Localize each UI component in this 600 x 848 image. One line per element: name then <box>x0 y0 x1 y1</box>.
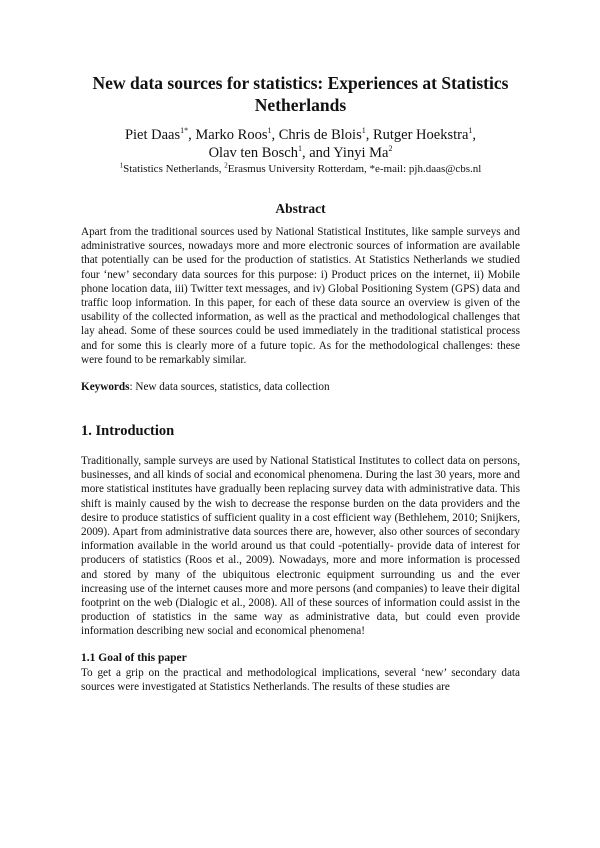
abstract-text: Apart from the traditional sources used by National Statistical Institutes, like sample surveys and administrative sources, nowadays more and more electronic sources of information are available that potentially can be used for the production of statistics. At Statistics Netherlands we studied four ‘new’ secondary data sources for this purpose: i) Product prices on the internet, ii) Mobile phone location data, iii) Twitter text messages, and iv) Global Positioning System (GPS) data and traffic loop information. In this paper, for each of these data source an overview is given of the usability of the collected information, as well as the practical and methodological challenges that lay ahead. Some of these sources could be used immediately in the traditional statistical process and for some this is clearly more of a future topic. As for the methodological challenges: these were found to be remarkably similar. <box>81 226 520 366</box>
author-affiliation-mark: 2 <box>388 144 393 154</box>
author-name: Marko Roos <box>195 127 268 143</box>
affiliations <box>81 162 520 177</box>
introduction-paragraph: Traditionally, sample surveys are used by National Statistical Institutes to collect data on persons, businesses, and all kinds of social and economical phenomena. During the last 30 years, more and more statistical institutes have gradually been replacing survey data with administrative data. This shift is mainly caused by the wish to decrease the response burden on the data providers and the desire to produce statistics of sufficient quality in a cost efficient way (Bethlehem, 2010; Snijkers, 2009). Apart from administrative data sources there are, however, also other sources of secondary information available in the world around us that could -potentially- provide data of interest for producers of statistics (Roos et al., 2009). Nowadays, more and more information is processed and stored by many of the ubiquitous electronic equipment surrounding us and the ever increasing use of the internet causes more and more persons (and companies) to leave their digital footprint on the web (Dialogic et al., 2008). All of these sources of information could assist in the production of statistics in the same way as administrative data, but could even provide information describing new social and economical phenomena! <box>81 455 520 638</box>
author-separator: , <box>365 127 373 143</box>
affiliation-mark: 1 <box>119 161 124 170</box>
abstract-heading: Abstract <box>275 201 326 216</box>
author-list <box>81 126 520 162</box>
section-heading-introduction: 1. Introduction <box>81 423 175 440</box>
author-affiliation-mark: 1 <box>468 126 473 136</box>
author-affiliation-mark: 1 <box>267 126 272 136</box>
author-separator: , and <box>301 145 334 161</box>
author-affiliation-mark: 1 <box>361 126 366 136</box>
author-name: Chris de Blois <box>278 127 362 143</box>
author-affiliation-mark: 1 <box>297 144 302 154</box>
paper-title: New data sources for statistics: Experiences at Statistics Netherlands <box>92 73 509 115</box>
author-name: Rutger Hoekstra <box>372 127 469 143</box>
author-affiliation-mark: 1* <box>180 126 189 136</box>
keywords <box>81 380 520 394</box>
subsection-heading-goal: 1.1 Goal of this paper <box>81 651 187 664</box>
affiliation-org: Statistics Netherlands, <box>123 163 225 175</box>
keywords-text: : New data sources, statistics, data collection <box>129 381 330 394</box>
affiliation-mark: 2 <box>224 161 228 170</box>
author-name: Olav ten Bosch <box>208 145 298 161</box>
author-separator: , <box>472 127 477 143</box>
paper-page <box>0 72 600 848</box>
author-separator: , <box>271 127 279 143</box>
affiliation-org: Erasmus University Rotterdam, *e-mail: pjh.daas@cbs.nl <box>227 163 482 175</box>
author-name: Yinyi Ma <box>333 145 389 161</box>
goal-paragraph: To get a grip on the practical and methodological implications, several ‘new’ secondary data sources were investigated at Statistics Netherlands. The results of these studies are <box>81 666 520 693</box>
keywords-label: Keywords <box>81 381 130 394</box>
author-separator: , <box>188 127 196 143</box>
author-name: Piet Daas <box>124 127 181 143</box>
